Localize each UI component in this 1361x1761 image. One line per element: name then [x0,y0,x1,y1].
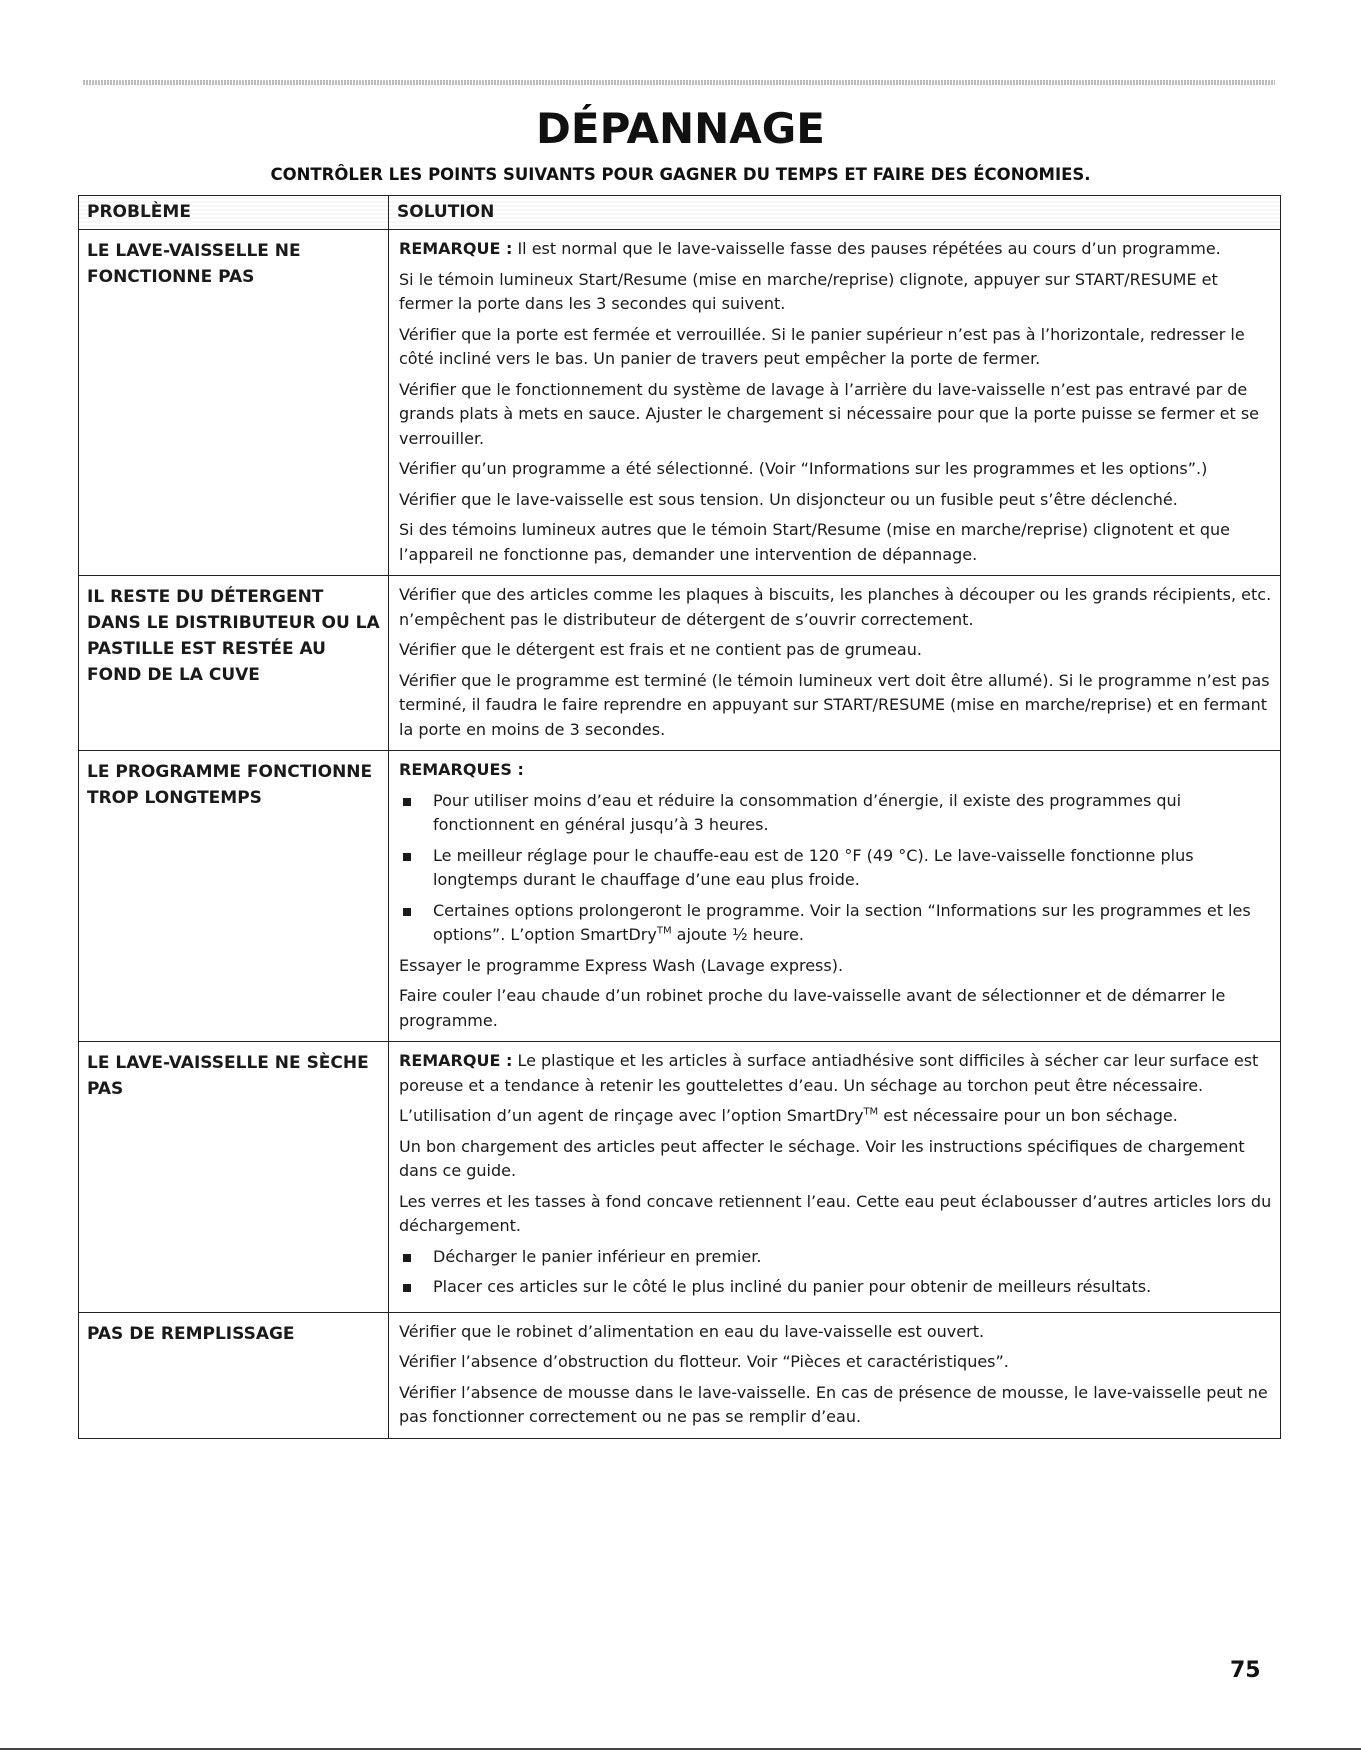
solution-paragraph: Vérifier qu’un programme a été sélectionné. (Voir “Informations sur les programmes et les options”.) [399,459,1208,478]
header-problem: PROBLÈME [79,196,389,230]
list-item [399,899,1272,948]
troubleshooting-table [78,195,1281,1439]
solution-cell [389,576,1281,751]
list-item [399,1245,1272,1270]
list-item [399,789,1272,838]
solution-paragraph: Vérifier que le détergent est frais et ne contient pas de grumeau. [399,640,922,659]
list-item [399,844,1272,893]
trademark-mark: TM [656,925,672,937]
problem-cell: PAS DE REMPLISSAGE [79,1312,389,1438]
page-title: DÉPANNAGE [536,104,825,153]
list-item-text: Le meilleur réglage pour le chauffe-eau est de 120 °F (49 °C). Le lave-vaisselle fonctionne plus longtemps durant le chauffage d’une eau plus froide. [433,845,1194,889]
square-bullet-icon [403,798,411,806]
table-row [79,1312,1281,1438]
square-bullet-icon [403,908,411,916]
problem-cell: LE LAVE-VAISSELLE NE FONCTIONNE PAS [79,230,389,576]
bullet-list [399,789,1272,948]
problem-cell: IL RESTE DU DÉTERGENT DANS LE DISTRIBUTEUR OU LA PASTILLE EST RESTÉE AU FOND DE LA CUVE [79,576,389,751]
note-paragraph [399,1049,1272,1098]
page-subtitle: CONTRÔLER LES POINTS SUIVANTS POUR GAGNER DU TEMPS ET FAIRE DES ÉCONOMIES. [270,165,1091,184]
paragraph-text: L’utilisation d’un agent de rinçage avec l’option SmartDry [399,1106,864,1125]
square-bullet-icon [403,853,411,861]
solution-paragraph: Vérifier que des articles comme les plaques à biscuits, les planches à découper ou les grands récipients, etc. n’empêchent pas le distributeur de détergent de s’ouvrir correctement. [399,585,1272,629]
solution-paragraph [399,1104,1272,1129]
solution-paragraph: Vérifier que le fonctionnement du système de lavage à l’arrière du lave-vaisselle n’est pas entravé par de grands plats à mets en sauce. Ajuster le chargement si nécessaire pour que la porte puisse se fermer et se verrouiller. [399,379,1259,448]
bottom-rule [0,1748,1361,1750]
paragraph-text: est nécessaire pour un bon séchage. [878,1106,1178,1125]
solution-cell [389,1312,1281,1438]
solution-paragraph: Vérifier l’absence de mousse dans le lave-vaisselle. En cas de présence de mousse, le lave-vaisselle peut ne pas fonctionner correctement ou ne pas se remplir d’eau. [399,1382,1268,1426]
trademark-mark: TM [863,1106,879,1118]
table-row [79,576,1281,751]
solution-paragraph: Vérifier que le programme est terminé (le témoin lumineux vert doit être allumé). Si le programme n’est pas terminé, il faudra le faire reprendre en appuyant sur START/RESUME (mise en marche/reprise) et en fermant la porte en moins de 3 secondes. [399,670,1270,739]
note-label: REMARQUES : [399,760,524,779]
problem-cell: LE LAVE-VAISSELLE NE SÈCHE PAS [79,1042,389,1313]
solution-cell [389,1042,1281,1313]
list-item [399,1275,1272,1300]
solution-paragraph: Un bon chargement des articles peut affecter le séchage. Voir les instructions spécifiques de chargement dans ce guide. [399,1136,1245,1180]
solution-paragraph: Si des témoins lumineux autres que le témoin Start/Resume (mise en marche/reprise) clignotent et que l’appareil ne fonctionne pas, demander une intervention de dépannage. [399,520,1230,564]
solution-paragraph: Vérifier que la porte est fermée et verrouillée. Si le panier supérieur n’est pas à l’horizontale, redresser le côté incliné vers le bas. Un panier de travers peut empêcher la porte de fermer. [399,324,1245,368]
page-number: 75 [1230,1658,1261,1683]
list-item-text: Placer ces articles sur le côté le plus incliné du panier pour obtenir de meilleurs résultats. [433,1277,1152,1296]
table-row [79,230,1281,576]
solution-paragraph: Si le témoin lumineux Start/Resume (mise en marche/reprise) clignote, appuyer sur START/RESUME et fermer la porte dans les 3 secondes qui suivent. [399,269,1218,313]
note-paragraph [399,237,1272,262]
list-item-text: Décharger le panier inférieur en premier. [433,1246,762,1266]
list-item-text: Pour utiliser moins d’eau et réduire la consommation d’énergie, il existe des programmes qui fonctionnent en général jusqu’à 3 heures. [433,790,1182,834]
note-text: Il est normal que le lave-vaisselle fasse des pauses répétées au cours d’un programme. [512,239,1221,258]
list-item-text: ajoute ½ heure. [671,925,804,944]
note-label: REMARQUE : [399,1051,513,1070]
bullet-list [399,1245,1272,1300]
table-row [79,1042,1281,1313]
list-item-text: Certaines options prolongeront le programme. Voir la section “Informations sur les programmes et les options”. L’option SmartDry [433,900,1251,944]
solution-paragraph: Vérifier que le robinet d’alimentation en eau du lave-vaisselle est ouvert. [399,1321,985,1341]
solution-paragraph: Les verres et les tasses à fond concave retiennent l’eau. Cette eau peut éclabousser d’autres articles lors du déchargement. [399,1191,1272,1235]
note-label: REMARQUE : [399,239,513,258]
square-bullet-icon [403,1284,411,1292]
note-text: Le plastique et les articles à surface antiadhésive sont difficiles à sécher car leur surface est poreuse et a tendance à retenir les gouttelettes d’eau. Un séchage au torchon peut être nécessaire. [399,1051,1259,1095]
solution-paragraph: Vérifier que le lave-vaisselle est sous tension. Un disjoncteur ou un fusible peut s’être déclenché. [399,489,1178,509]
table-row [79,751,1281,1042]
top-rule [83,80,1275,85]
square-bullet-icon [403,1254,411,1262]
solution-paragraph: Faire couler l’eau chaude d’un robinet proche du lave-vaisselle avant de sélectionner et de démarrer le programme. [399,986,1226,1030]
table-header-row [79,196,1281,230]
solution-paragraph: Vérifier l’absence d’obstruction du flotteur. Voir “Pièces et caractéristiques”. [399,1352,1009,1371]
header-solution: SOLUTION [389,196,1281,230]
solution-cell [389,751,1281,1042]
problem-cell: LE PROGRAMME FONCTIONNE TROP LONGTEMPS [79,751,389,1042]
solution-paragraph: Essayer le programme Express Wash (Lavage express). [399,955,844,975]
solution-cell [389,230,1281,576]
